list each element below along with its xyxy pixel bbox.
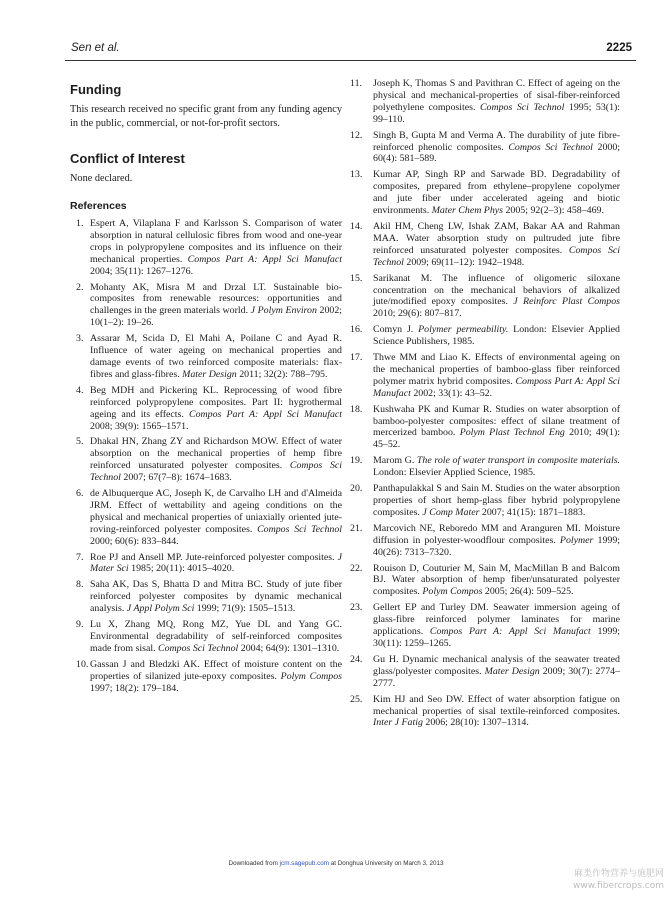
reference-text: [90, 218, 342, 277]
reference-journal: Compos Sci Technol: [257, 523, 342, 535]
reference-number: 24.: [350, 653, 363, 665]
reference-citation: 1999; 71(9): 1505–1513.: [196, 603, 296, 615]
reference-authors-title: Roe PJ and Ansell MP. Jute-reinforced polyester composites.: [90, 551, 335, 563]
reference-journal: Compos Part A: Appl Sci Manufact: [429, 626, 591, 638]
reference-authors-title: Sarikanat M. The influence of oligomeric siloxane concentration on the mechanical behaviors of alkalized jute/modified epoxy composites.: [373, 272, 620, 308]
reference-citation: 2007; 67(7–8): 1674–1683.: [123, 472, 232, 484]
page-number: 2225: [606, 42, 632, 54]
reference-number: 21.: [350, 522, 363, 534]
reference-number: 6.: [76, 488, 84, 500]
reference-journal: The role of water transport in composite materials.: [416, 455, 621, 467]
reference-journal: Polymer: [559, 534, 594, 546]
reference-item: [70, 385, 342, 433]
reference-citation: 2000; 60(4): 581–589.: [373, 141, 621, 165]
reference-item: [350, 324, 620, 348]
reference-citation: 1999; 40(26): 7313–7320.: [373, 534, 620, 558]
reference-text: [90, 436, 342, 483]
footer-suffix: at Donghua University on March 3, 2013: [330, 860, 444, 867]
conflict-heading: Conflict of Interest: [70, 151, 185, 166]
header-rule: [65, 60, 636, 61]
reference-text: [90, 659, 342, 694]
reference-authors-title: Dhakal HN, Zhang ZY and Richardson MOW. Effect of water absorption on the mechanical properties of hemp fibre reinforced unsaturated polyester composites.: [90, 436, 342, 472]
download-footer: [0, 860, 672, 867]
reference-item: [70, 659, 342, 695]
reference-authors-title: Comyn J.: [373, 324, 414, 336]
reference-item: [70, 282, 342, 330]
reference-number: 15.: [350, 272, 363, 284]
reference-authors-title: Gellert EP and Turley DM. Seawater immersion ageing of glass-fibre reinforced polymer laminates for marine applications.: [373, 602, 620, 638]
reference-citation: London: Elsevier Applied Science, 1985.: [373, 467, 536, 479]
reference-citation: 2005; 26(4): 509–525.: [484, 586, 574, 598]
reference-citation: London: Elsevier Applied Science Publishers, 1985.: [373, 324, 620, 348]
reference-number: 4.: [76, 384, 84, 396]
reference-journal: Polymer permeability.: [418, 324, 509, 336]
reference-text: [373, 324, 620, 347]
watermark-line-2: www.fibercrops.com: [573, 881, 664, 891]
reference-text: [90, 333, 342, 380]
reference-number: 12.: [350, 129, 363, 141]
reference-authors-title: Marcovich NE, Reboredo MM and Aranguren MI. Moisture diffusion in polyester-woodflour composites.: [373, 522, 620, 546]
reference-citation: 2009; 30(7): 2774–2777.: [373, 665, 621, 689]
reference-journal: Mater Design: [484, 665, 540, 677]
reference-citation: 1995; 53(1): 99–110.: [373, 101, 621, 125]
reference-number: 7.: [76, 551, 84, 563]
reference-authors-title: Thwe MM and Liao K. Effects of environmental ageing on the mechanical properties of bamboo-glass fiber reinforced polymer matrix hybrid composites.: [373, 352, 620, 387]
watermark: [573, 868, 664, 892]
reference-citation: 2000; 60(6): 833–844.: [90, 535, 179, 547]
reference-citation: 2002; 33(1): 43–52.: [413, 387, 493, 399]
reference-authors-title: Espert A, Vilaplana F and Karlsson S. Comparison of water absorption in natural cellulosic fibres from wood and one-year crops in polypropylene composites and its influence on their mechanical properties.: [90, 218, 342, 265]
reference-journal: J Appl Polym Sci: [126, 603, 195, 615]
reference-journal: J Reinforc Plast Compos: [513, 296, 620, 308]
reference-number: 19.: [350, 455, 363, 467]
reference-citation: 2007; 41(15): 1871–1883.: [481, 506, 586, 518]
reference-item: [350, 130, 620, 166]
reference-authors-title: Mohanty AK, Misra M and Drzal LT. Sustainable bio-composites from renewable resources: opportunities and challenges in the green materials world.: [90, 281, 342, 317]
reference-item: [350, 654, 620, 690]
reference-text: [90, 619, 342, 654]
right-column: [350, 78, 620, 733]
reference-citation: 2010; 29(6): 807–817.: [373, 308, 462, 320]
reference-number: 13.: [350, 169, 363, 181]
reference-number: 8.: [76, 579, 84, 591]
reference-journal: Inter J Fatig: [373, 717, 423, 729]
reference-journal: Polym Compos: [280, 670, 342, 682]
reference-text: [90, 282, 342, 329]
reference-text: [90, 385, 342, 432]
reference-item: [350, 404, 620, 452]
reference-authors-title: de Albuquerque AC, Joseph K, de Carvalho LH and d'Almeida JRM. Effect of wettability and ageing conditions on the physical and mechanical properties of uniaxially oriented jute-roving-reinforced polyester composites.: [90, 488, 342, 535]
reference-journal: Compos Part A: Appl Sci Manufact: [187, 253, 342, 265]
reference-citation: 1999; 30(11): 1259–1265.: [373, 626, 621, 649]
reference-authors-title: Kim HJ and Seo DW. Effect of water absorption fatigue on mechanical properties of sisal textile-reinforced composites.: [373, 693, 620, 717]
reference-number: 3.: [76, 333, 84, 345]
references-heading: References: [70, 200, 127, 212]
reference-number: 20.: [350, 483, 363, 495]
reference-number: 5.: [76, 436, 84, 448]
reference-text: [373, 404, 620, 451]
reference-text: [373, 130, 620, 165]
reference-item: [350, 523, 620, 559]
reference-citation: 2009; 69(11–12): 1942–1948.: [406, 256, 525, 268]
references-list-right: [350, 78, 620, 729]
watermark-line-1: 麻类作物营养与施肥网: [573, 869, 664, 879]
reference-item: [350, 169, 620, 217]
reference-journal: Polym Plast Technol Eng: [459, 427, 565, 439]
reference-journal: Mater Design: [182, 368, 237, 380]
reference-citation: 1997; 18(2): 179–184.: [90, 682, 179, 694]
reference-text: [373, 654, 620, 689]
reference-text: [90, 579, 342, 614]
reference-item: [350, 455, 620, 479]
reference-text: [373, 563, 620, 598]
reference-number: 10.: [76, 658, 89, 670]
reference-text: [90, 488, 342, 547]
reference-journal: Polym Compos: [422, 586, 483, 598]
reference-authors-title: Marom G.: [373, 455, 415, 467]
reference-item: [70, 218, 342, 278]
reference-number: 25.: [350, 693, 363, 705]
reference-authors-title: Kumar AP, Singh RP and Sarwade BD. Degradability of composites, prepared from ethylene–propylene copolymer and jute fiber under accelerated ageing and biotic environments.: [373, 169, 620, 217]
footer-prefix: Downloaded from: [228, 860, 278, 867]
reference-journal: Compos Part A: Appl Sci Manufact: [188, 408, 343, 420]
reference-citation: 1985; 20(11): 4015–4020.: [131, 563, 235, 575]
reference-citation: 2008; 39(9): 1565–1571.: [90, 420, 189, 432]
reference-item: [350, 694, 620, 730]
reference-authors-title: Kushwaha PK and Kumar R. Studies on water absorption of bamboo-polyester composites: effect of silane treatment of mercerized bamboo.: [373, 403, 620, 439]
reference-text: [373, 455, 620, 478]
reference-journal: J Mater Sci: [90, 551, 342, 575]
reference-number: 17.: [350, 352, 363, 364]
reference-authors-title: Lu X, Zhang MQ, Rong MZ, Yue DL and Yang GC. Environmental degradability of self-reinforced composites made from sisal.: [90, 619, 342, 654]
reference-journal: J Comp Mater: [422, 506, 480, 518]
reference-authors-title: Joseph K, Thomas S and Pavithran C. Effect of ageing on the physical and mechanical-properties of sisal-fiber-reinforced polyethylene composites.: [373, 78, 620, 113]
reference-number: 11.: [350, 78, 362, 89]
reference-text: [373, 169, 620, 216]
reference-journal: Composs Part A: Appl Sci Manufact: [373, 375, 621, 399]
reference-citation: 2004; 64(9): 1301–1310.: [240, 642, 340, 654]
left-column: [70, 82, 342, 699]
reference-citation: 2011; 32(2): 788–795.: [239, 368, 328, 380]
reference-item: [350, 78, 620, 126]
reference-number: 22.: [350, 562, 363, 574]
reference-number: 1.: [76, 218, 84, 229]
reference-number: 16.: [350, 324, 363, 336]
reference-authors-title: Akil HM, Cheng LW, Ishak ZAM, Bakar AA and Rahman MAA. Water absorption study on pultruded jute fibre reinforced unsaturated polyester composites.: [373, 220, 620, 256]
reference-item: [70, 579, 342, 615]
reference-text: [373, 483, 620, 518]
reference-text: [373, 602, 620, 649]
reference-text: [373, 221, 620, 268]
reference-item: [70, 619, 342, 655]
reference-journal: J Polym Environ: [250, 305, 317, 317]
reference-citation: 2002; 10(1–2): 19–26.: [90, 305, 343, 329]
reference-item: [350, 483, 620, 519]
reference-authors-title: Gu H. Dynamic mechanical analysis of the seawater treated glass/polyester composites.: [373, 653, 620, 677]
reference-journal: Compos Sci Technol: [158, 642, 239, 654]
references-list-left: [70, 218, 342, 695]
footer-link[interactable]: jcm.sagepub.com: [279, 860, 329, 867]
reference-number: 9.: [76, 619, 84, 631]
reference-text: [373, 352, 620, 399]
reference-journal: Compos Sci Technol: [508, 141, 593, 153]
reference-authors-title: Assarar M, Scida D, El Mahi A, Poilane C and Ayad R. Influence of water ageing on mechanical properties and damage events of two reinforced composite materials: flax-fibres and glass-fibres.: [90, 333, 342, 380]
funding-text: This research received no specific grant from any funding agency in the public, commercial, or not-for-profit sectors.: [70, 104, 342, 129]
funding-heading: Funding: [70, 82, 122, 97]
reference-item: [350, 602, 620, 650]
reference-item: [350, 352, 620, 400]
reference-journal: Mater Chem Phys: [431, 205, 504, 217]
reference-journal: Compos Sci Technol: [479, 101, 565, 113]
reference-item: [350, 273, 620, 321]
reference-authors-title: Rouison D, Couturier M, Sain M, MacMillan B and Balcom BJ. Water absorption of hemp fiber/unsaturated polyester composites.: [373, 562, 620, 598]
reference-authors-title: Singh B, Gupta M and Verma A. The durability of jute fibre-reinforced phenolic composites.: [373, 129, 620, 153]
reference-citation: 2006; 28(10): 1307–1314.: [425, 717, 529, 729]
reference-citation: 2004; 35(11): 1267–1276.: [90, 265, 194, 277]
running-header: [71, 42, 632, 58]
reference-number: 14.: [350, 220, 363, 232]
reference-item: [70, 333, 342, 381]
reference-item: [70, 552, 342, 576]
reference-text: [373, 78, 620, 125]
reference-text: [373, 694, 620, 729]
reference-number: 2.: [76, 281, 84, 293]
reference-item: [70, 488, 342, 548]
reference-text: [90, 552, 342, 575]
running-header-author: Sen et al.: [71, 42, 120, 54]
reference-authors-title: Panthapulakkal S and Sain M. Studies on the water absorption properties of short hemp-glass fiber hybrid polypropylene composites.: [373, 483, 620, 518]
reference-item: [350, 221, 620, 269]
reference-number: 18.: [350, 403, 363, 415]
reference-authors-title: Beg MDH and Pickering KL. Reprocessing of wood fibre reinforced polypropylene composites. Part II: hygrothermal ageing and its effects.: [90, 384, 342, 420]
reference-authors-title: Saha AK, Das S, Bhatta D and Mitra BC. Study of jute fiber reinforced polyester composites by dynamic mechanical analysis.: [90, 579, 342, 615]
conflict-text: None declared.: [70, 173, 133, 184]
reference-item: [70, 436, 342, 484]
reference-text: [373, 523, 620, 558]
reference-number: 23.: [350, 602, 363, 614]
reference-citation: 2010; 49(1): 45–52.: [373, 427, 621, 451]
reference-journal: Compos Sci Technol: [373, 244, 621, 268]
reference-journal: Compos Sci Technol: [90, 460, 343, 484]
reference-text: [373, 273, 620, 320]
reference-item: [350, 563, 620, 599]
reference-citation: 2005; 92(2–3): 458–469.: [505, 205, 604, 217]
reference-authors-title: Gassan J and Bledzki AK. Effect of moisture content on the properties of silanized jute-epoxy composites.: [90, 658, 342, 682]
